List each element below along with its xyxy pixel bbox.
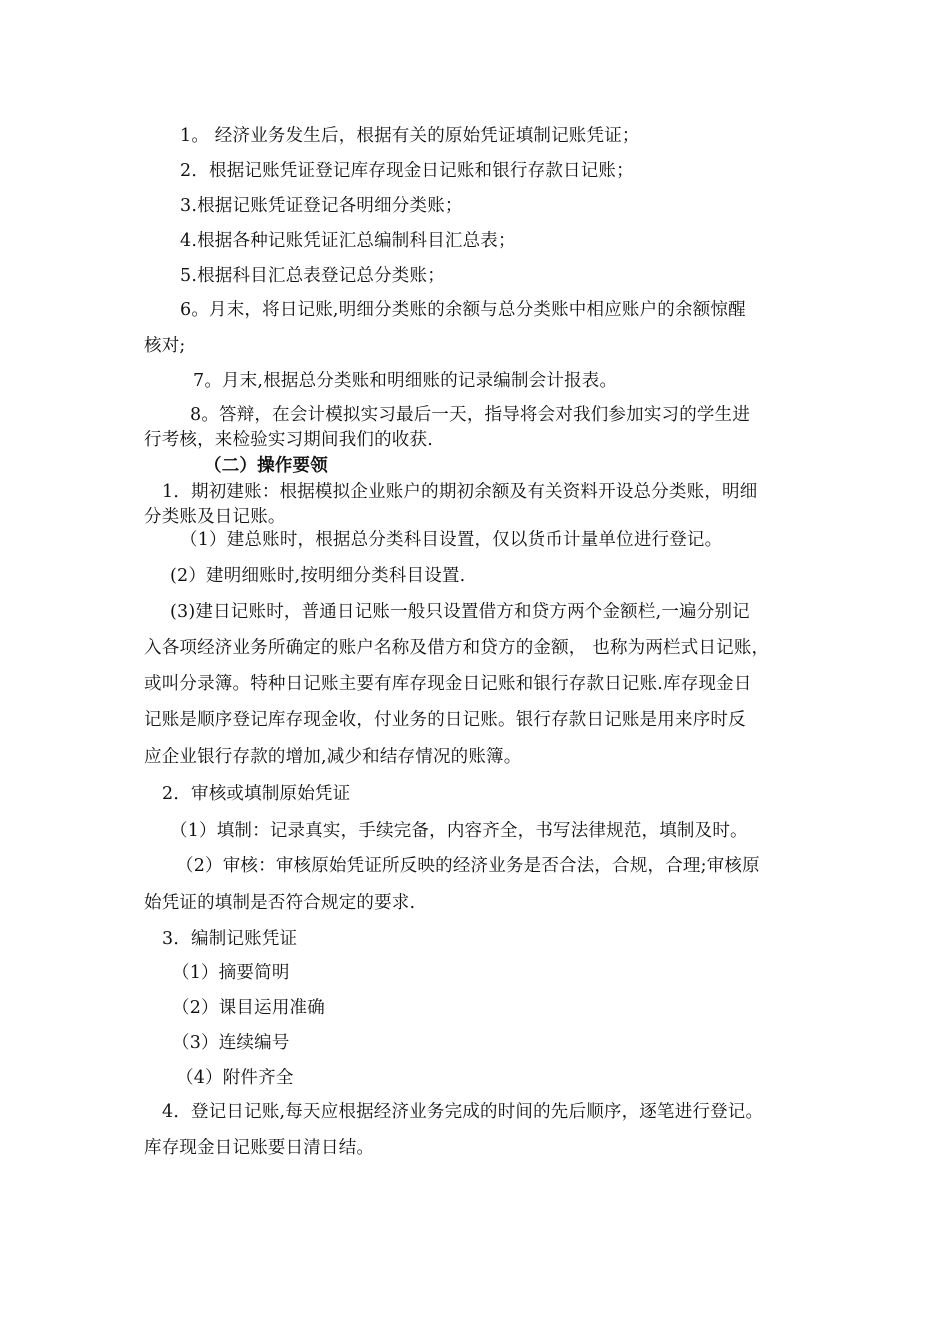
paragraph-line-29: （4）附件齐全 (176, 1068, 294, 1088)
paragraph-line-13: 分类账及日记账。 (144, 507, 286, 527)
paragraph-line-26: （1）摘要简明 (172, 963, 290, 983)
paragraph-line-2: 2．根据记账凭证登记库存现金日记账和银行存款日记账； (180, 161, 634, 181)
paragraph-line-10: 行考核，来检验实习期间我们的收获. (144, 430, 433, 450)
paragraph-line-12: 1．期初建账：根据模拟企业账户的期初余额及有关资料开设总分类账，明细 (162, 482, 758, 502)
paragraph-line-17: 入各项经济业务所确定的账户名称及借方和贷方的金额， 也称为两栏式日记账， (144, 638, 770, 658)
paragraph-line-21: 2．审核或填制原始凭证 (162, 784, 351, 804)
paragraph-line-28: （3）连续编号 (172, 1033, 290, 1053)
paragraph-line-25: 3．编制记账凭证 (162, 929, 298, 949)
paragraph-line-3: 3.根据记账凭证登记各明细分类账； (180, 196, 463, 216)
paragraph-line-19: 记账是顺序登记库存现金收，付业务的日记账。银行存款日记账是用来序时反 (144, 710, 746, 730)
paragraph-line-20: 应企业银行存款的增加,减少和结存情况的账簿。 (144, 747, 522, 767)
paragraph-line-30: 4．登记日记账,每天应根据经济业务完成的时间的先后顺序，逐笔进行登记。 (162, 1102, 764, 1122)
paragraph-line-27: （2）课目运用准确 (172, 998, 325, 1018)
paragraph-line-18: 或叫分录簿。特种日记账主要有库存现金日记账和银行存款日记账.库存现金日 (144, 674, 752, 694)
paragraph-line-8: 7。月末,根据总分类账和明细账的记录编制会计报表。 (193, 371, 618, 391)
paragraph-line-22: （1）填制：记录真实，手续完备，内容齐全，书写法律规范，填制及时。 (170, 821, 748, 841)
paragraph-line-4: 4.根据各种记账凭证汇总编制科目汇总表； (180, 231, 516, 251)
paragraph-line-1: 1。 经济业务发生后，根据有关的原始凭证填制记账凭证； (180, 126, 640, 146)
paragraph-line-24: 始凭证的填制是否符合规定的要求. (144, 893, 416, 913)
paragraph-line-15: (2）建明细账时,按明细分类科目设置. (170, 566, 466, 586)
paragraph-line-23: （2）审核：审核原始凭证所反映的经济业务是否合法，合规，合理;审核原 (176, 856, 760, 876)
paragraph-line-6: 6。月末，将日记账,明细分类账的余额与总分类账中相应账户的余额惊醒 (180, 300, 746, 320)
paragraph-line-5: 5.根据科目汇总表登记总分类账； (180, 266, 445, 286)
paragraph-line-7: 核对; (144, 336, 186, 356)
section-heading: （二）操作要领 (204, 456, 328, 476)
paragraph-line-16: (3)建日记账时，普通日记账一般只设置借方和贷方两个金额栏,一遍分别记 (170, 602, 750, 622)
paragraph-line-31: 库存现金日记账要日清日结。 (144, 1138, 375, 1158)
paragraph-line-9: 8。答辩，在会计模拟实习最后一天，指导将会对我们参加实习的学生进 (190, 405, 751, 425)
paragraph-line-14: （1）建总账时，根据总分类科目设置，仅以货币计量单位进行登记。 (180, 530, 723, 550)
